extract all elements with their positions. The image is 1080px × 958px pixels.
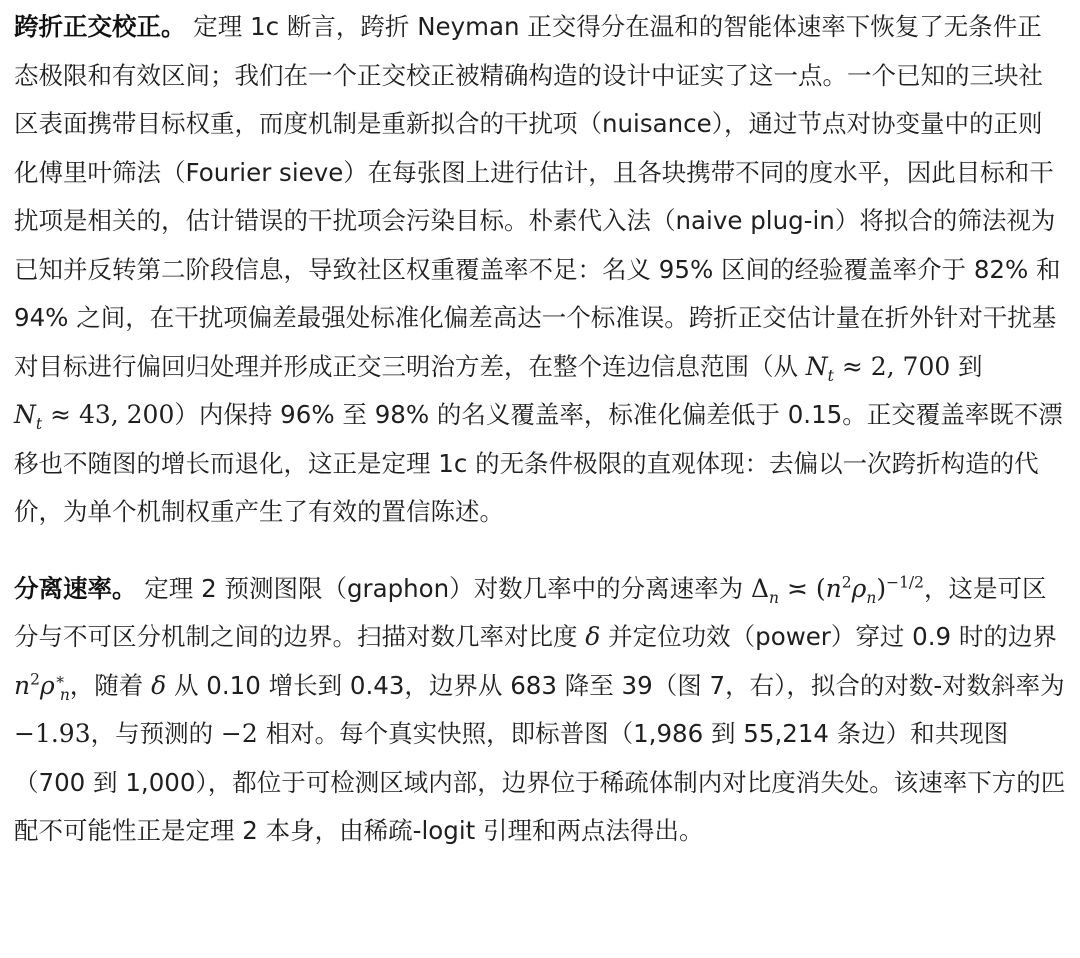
- paragraph-body: [14, 574, 1065, 846]
- paragraph-body: [14, 12, 1063, 526]
- math-expression: δ: [151, 670, 167, 700]
- text-run: ，这是可区分与不可区分机制之间的边界。扫描对数几率对比度: [14, 573, 1047, 651]
- text-run: 到: [950, 351, 983, 381]
- math-expression: $N_t \approx 43$, 200: [14, 400, 175, 433]
- text-run: 从 0.10 增长到 0.43，边界从 683 降至 39（图 7，右），拟合的对数-对数斜率为: [166, 670, 1065, 700]
- paragraph-heading: 分离速率。: [14, 573, 137, 603]
- math-expression: −1.93: [14, 719, 91, 748]
- math-expression: $n^2\rho^∗_n$: [14, 670, 70, 704]
- text-run: 并定位功效（power）穿过 0.9 时的边界: [600, 622, 1057, 651]
- paragraph-heading: 跨折正交校正。: [14, 12, 186, 41]
- document: [14, 0, 1066, 856]
- paragraph-separation-rate: [14, 565, 1066, 856]
- text-run: ，随着: [69, 670, 152, 700]
- text-run: ，与预测的: [90, 719, 221, 748]
- text-run: 定理 2 预测图限（graphon）对数几率中的分离速率为: [136, 573, 751, 603]
- math-expression: −2: [220, 719, 258, 748]
- text-run: ）内保持 96% 至 98% 的名义覆盖率，标准化偏差低于 0.15。正交覆盖率既不漂移也不随图的增长而退化，这正是定理 1c 的无条件极限的直观体现：去偏以一次跨折构造的代价，为单个机制权重产生了有效的置信陈述。: [14, 400, 1063, 526]
- text-run: 相对。每个真实快照，即标普图（1,986 到 55,214 条边）和共现图（700 到 1,000），都位于可检测区域内部，边界位于稀疏体制内对比度消失处。该速率下方的匹配不可能性正是定理 2 本身，由稀疏-logit 引理和两点法得出。: [14, 719, 1066, 845]
- math-expression: $\Delta_n$ ≍ $(n^2\rho_n)^{-1/2}$: [750, 573, 925, 607]
- text-run: 定理 1c 断言，跨折 Neyman 正交得分在温和的智能体速率下恢复了无条件正态极限和有效区间；我们在一个正交校正被精确构造的设计中证实了这一点。一个已知的三块社区表面携带目标权重，而度机制是重新拟合的干扰项（nuisance），通过节点对协变量中的正则化傅里叶筛法（Fourier sieve）在每张图上进行估计，且各块携带不同的度水平，因此目标和干扰项是相关的，估计错误的干扰项会污染目标。朴素代入法（naive plug-in）将拟合的筛法视为已知并反转第二阶段信息，导致社区权重覆盖率不足：名义 95% 区间的经验覆盖率介于 82% 和 94% 之间，在干扰项偏差最强处标准化偏差高达一个标准误。跨折正交估计量在折外针对干扰基对目标进行偏回归处理并形成正交三明治方差，在整个连边信息范围（从: [14, 12, 1061, 381]
- math-expression: δ: [585, 622, 601, 651]
- paragraph-cross-fit-orthogonal-correction: [14, 0, 1066, 537]
- math-expression: $N_t \approx 2$, 700: [805, 351, 951, 385]
